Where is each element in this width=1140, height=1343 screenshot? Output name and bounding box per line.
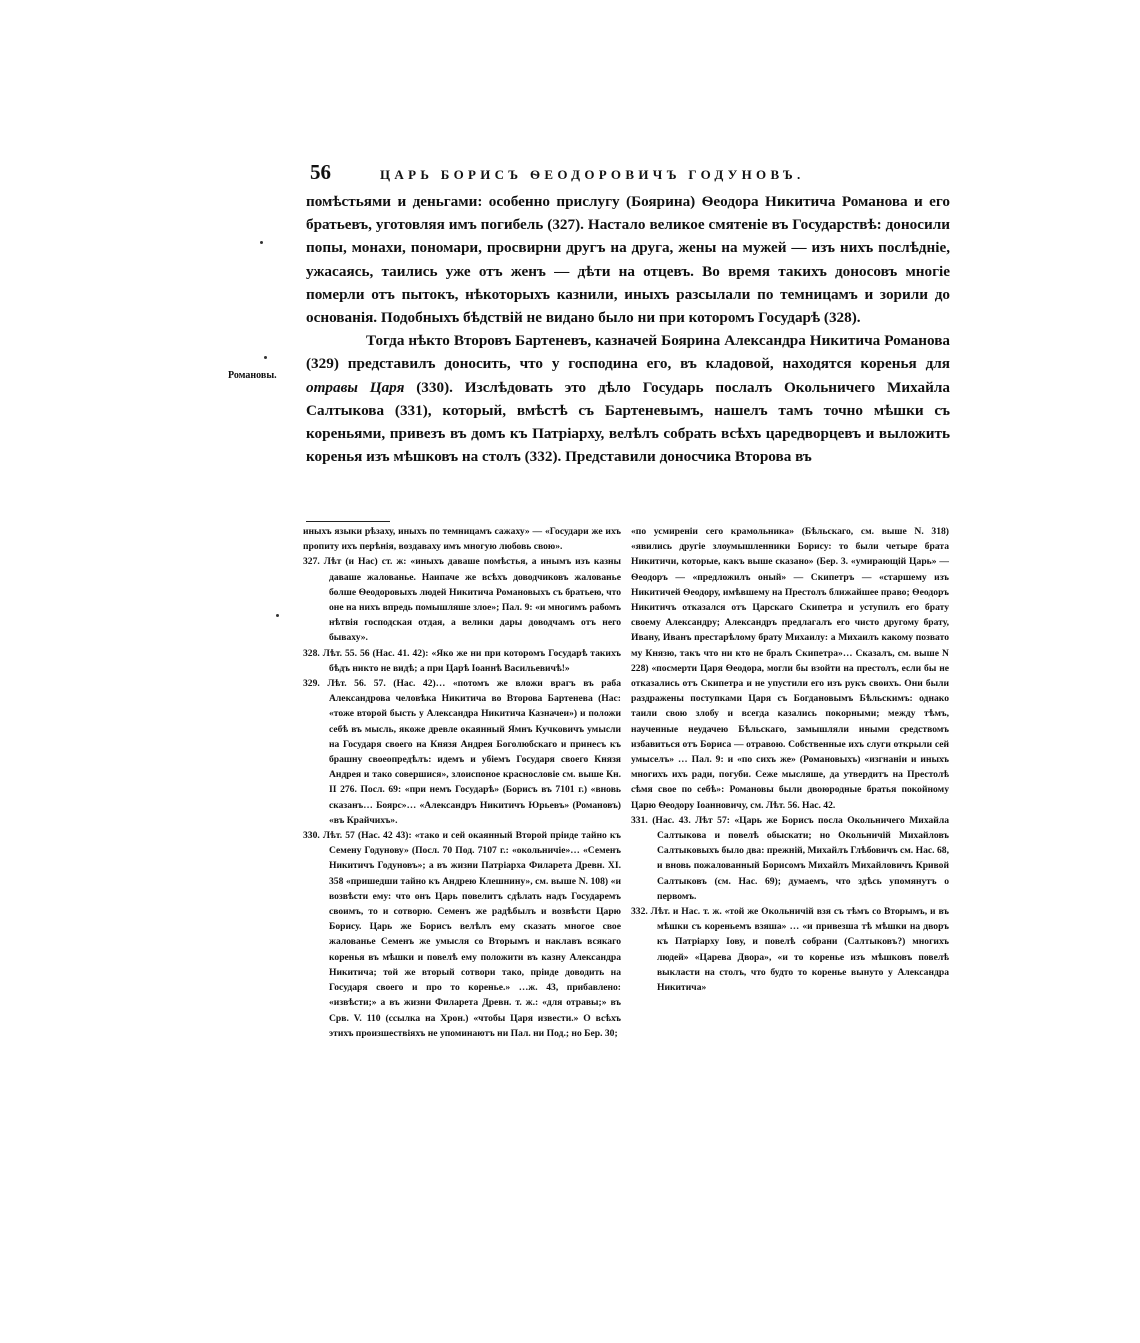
- ink-speck: [260, 241, 263, 244]
- running-title: ЦАРЬ БОРИСЪ ѲЕОДОРОВИЧЪ ГОДУНОВЪ.: [380, 167, 805, 182]
- margin-note: Романовы.: [228, 370, 277, 381]
- paragraph-2-start: Тогда нѣкто Второвъ Бартеневъ, казначей Боярина Александра Никитича Романова (329) представилъ доносить, что у господина его, въ кладовой, находятся коренья для: [306, 332, 950, 373]
- ink-speck: [264, 356, 267, 359]
- main-paragraph-2: [306, 329, 950, 468]
- footnote-continuation: иныхъ языки рѣзаху, иныхъ по темницамъ сажаху» — «Государи же ихъ пропиту ихъ перѣнія, воздаваху имъ многую любовь свою».: [303, 526, 621, 553]
- page-header: [292, 160, 952, 186]
- footnote-328: 328. Лѣт. 55. 56 (Нас. 41. 42): «Яко же ни при которомъ Государѣ такихъ бѣдъ никто не видѣ; а при Царѣ Іоаннѣ Васильевичѣ!»: [303, 647, 621, 674]
- footnote-332: 332. Лѣт. и Нас. т. ж. «той же Окольничій взя съ тѣмъ со Вторымъ, и въ мѣшки съ кореньемъ взяша» … «и привезша тѣ мѣшки на дворъ къ Патріарху Іову, и повелѣ собрани (Салтыковъ?) многихъ людей» «Царева Двора», «и то коренье изъ мѣшковъ повелѣ выкласти на столъ, что будто то коренье вынуто у Александра Никитича»: [631, 906, 949, 994]
- main-text: [306, 190, 950, 468]
- page-number: 56: [310, 160, 331, 184]
- main-paragraph-1: помѣстьями и деньгами: особенно прислугу (Боярина) Ѳеодора Никитича Романова и его братьевъ, уготовляя имъ погибель (327). Настало великое смятеніе въ Государствѣ: доносили попы, монахи, пономари, просвирни другъ на друга, жены на мужей — изъ нихъ послѣдніе, ужасаясь, таились уже отъ женъ — дѣти на отцевъ. Во время такихъ доносовъ многіе померли отъ пытокъ, нѣкоторыхъ казнили, иныхъ разсылали по темницамъ и зорили до основанія. Подобныхъ бѣдствій не видано было ни при которомъ Государѣ (328).: [306, 193, 950, 327]
- footnotes-right-column: [631, 524, 949, 995]
- footnote-330: 330. Лѣт. 57 (Нас. 42 43): «тако и сей окаянный Второй пріиде тайно къ Семену Годунову» (Посл. 70 Под. 7107 г.: «окольничіе»… «Семенъ Никитичъ Годуновъ»; а въ жизни Патріарха Филарета Древн. XI. 358 «пришедши тайно къ Андрею Клешнину», см. выше N. 108) «и возвѣсти ему: что онъ Царь повелитъ сдѣлать надъ Государемъ своимъ, то и сотворю. Семенъ же радѣбылъ и возвѣсти Царю Борису. Царь же Борисъ велѣлъ ему сказать многое свое жалованье Семенъ же умысля со Вторымъ и наклавъ всякаго коренья въ мѣшки и повелѣ ему положити въ казну Александра Никитича; той же вторый сотвори тако, пріиде доводить на Государя своего и про то коренье.» …ж. 43, прибавлено: «извѣсти;» а въ жизни Филарета Древн. т. ж.: «для отравы;» въ Срв. V. 110 (ссылка на Хрон.) «чтобы Царя извести.» О всѣхъ этихъ произшествіяхъ не упоминаютъ ни Пал. ни Под.; но Бер. 30;: [303, 830, 621, 1039]
- footnotes-left-column: [303, 524, 621, 1041]
- paragraph-2-end: (330). Изслѣдовать это дѣло Государь послалъ Окольничего Михайла Салтыкова (331), который, вмѣстѣ съ Бартеневымъ, нашелъ тамъ точно мѣшки съ кореньями, привезъ въ домъ къ Патріарху, велѣлъ собрать всѣхъ царедворцевъ и выложить коренья изъ мѣшковъ на столъ (332). Представили доносчика Второва въ: [306, 378, 950, 466]
- paragraph-2-italic: отравы Царя: [306, 378, 405, 396]
- ink-speck: [276, 614, 279, 617]
- footnote-327: 327. Лѣт (и Нас) ст. ж: «иныхъ даваше помѣстья, а инымъ изъ казны даваше жалованье. Наипаче же всѣхъ доводчиковъ жалованье болше Ѳеодоровыхъ людей Никитича Романовыхъ съ братьею, что оне на нихъ впредь помышляше злое»; Пал. 9: «и многимъ рабомъ нѣтвія господская отдая, а велики дары доводчамъ отъ него бываху».: [303, 556, 621, 644]
- footnote-divider: [306, 521, 390, 522]
- footnote-329: 329. Лѣт. 56. 57. (Нас. 42)… «потомъ же вложи врагъ въ раба Александрова человѣка Никитича во Второва Бартенева (Нас: «тоже второй бысть у Александра Никитича Казначеи») и положи себѣ въ мысль, якоже древле окаянный Ямнъ Кучковичъ умысли на Государя своего на Князя Андрея Боголюбскаго и принесъ къ брашну своеопредѣлъ: идемъ и убіемъ Государя своего Князя Андрея и тако совершися», злоиспоное краснословіе см. выше Кн. II 276. Посл. 69: «при немъ Государѣ» (Борисъ въ 7101 г.) «вновь сказанъ… Боярс»… «Александръ Никитичъ Юрьевъ» (Романовъ) «въ Крайчихъ».: [303, 678, 621, 826]
- footnote-330-continuation: «по усмиреніи сего крамольника» (Бѣльскаго, см. выше N. 318) «явились другіе злоумышленники Борису: то были четыре брата Никитичи, которые, какъ выше сказано» (Бер. 3. «умирающій Царь» — Ѳеодоръ — «предложилъ оный» — Скипетръ — «старшему изъ Никитичей Ѳеодору, имѣвшему на Престолъ ближайшее право; Ѳеодоръ Никитичъ отказался отъ Царскаго Скипетра и уступилъ его брату своему Александру; Александръ предлагалъ его чисто другому брату, Ивану, Иванъ престарѣлому брату Михаилу: а Михаилъ какому позвато му Князю, такъ что ни кто не бралъ Скипетра»… Сказалъ, см. выше N 228) «посмерти Царя Ѳеодора, могли бы взойти на престолъ, если бы не отказались отъ Скипетра и не упустили его изъ рукъ своихъ. Они были раздражены поступками Царя съ Богдановымъ Бѣльскимъ: однако таили свою злобу и всегда казались покорными; между тѣмъ, наученные неудачею Бѣльскаго, замышляли иными средствомъ избавиться отъ Бориса — отравою. Собственные ихъ слуги открыли сей умыселъ» … Пал. 9: и «по сихъ же» (Романовыхъ) «изгнаніи и иныхъ многихъ ихъ ради, погуби. Сеже мысляше, да утвердитъ на Престолѣ сѣмя свое по себѣ»: Романовы были двоюродные братья покойному Царю Ѳеодору Іоанновичу, см. Лѣт. 56. Нас. 42.: [631, 526, 949, 811]
- footnote-331: 331. (Нас. 43. Лѣт 57: «Царь же Борисъ посла Окольничего Михайла Салтыкова и повелѣ обыскати; но Окольничій Михайловъ Салтыковыхъ было два: прежній, Михайлъ Глѣбовичъ см. Нас. 68, и вновь пожалованный Борисомъ Михайлъ Михайловичъ Кривой Салтыковъ (см. Нас. 69); думаемъ, что здѣсь упомянутъ о первомъ.: [631, 814, 949, 902]
